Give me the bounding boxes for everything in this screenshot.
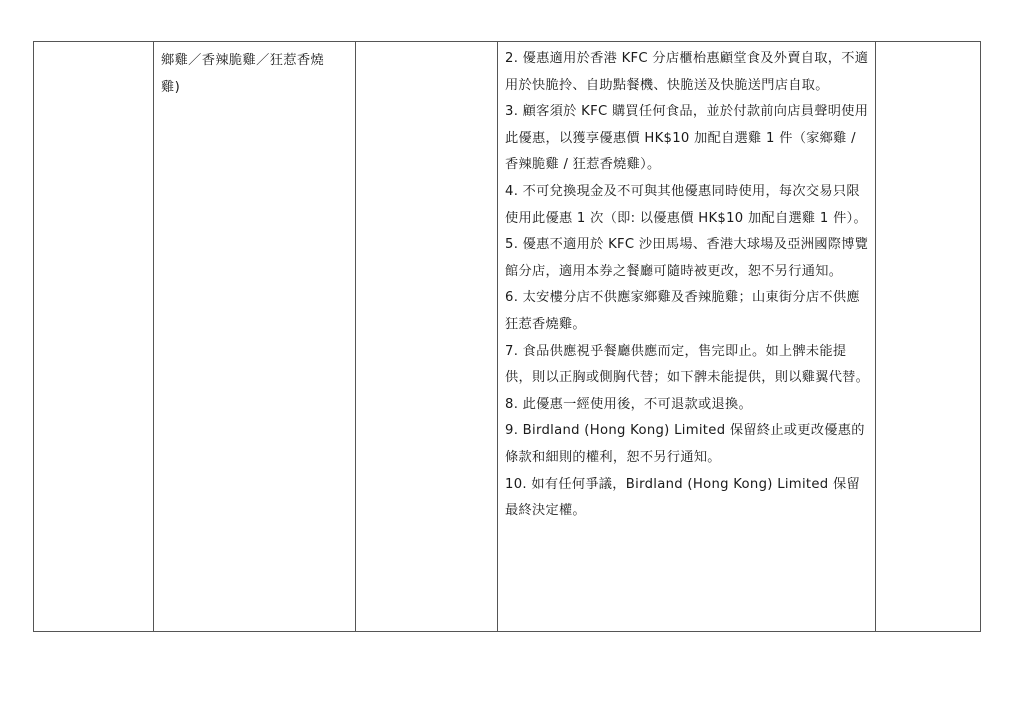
term-item: 2. 優惠適用於香港 KFC 分店櫃枱惠顧堂食及外賣自取，不適用於快脆拎、自助點餐機、快脆送及快脆送門店自取。: [505, 51, 869, 93]
column-divider: [355, 42, 356, 631]
term-item: 4. 不可兌換現金及不可與其他優惠同時使用，每次交易只限使用此優惠 1 次（即: 以優惠價 HK$10 加配自選雞 1 件）。: [505, 183, 867, 226]
terms-cell: [505, 42, 873, 525]
column-divider: [497, 42, 498, 631]
column-divider: [875, 42, 876, 631]
term-item: 5. 優惠不適用於 KFC 沙田馬場、香港大球場及亞洲國際博覽館分店，適用本券之餐廳可隨時被更改，恕不另行通知。: [505, 237, 869, 279]
chicken-options-text: 鄉雞／香辣脆雞／狂惹香燒雞): [161, 53, 325, 95]
term-item: 9. Birdland (Hong Kong) Limited 保留終止或更改優惠的條款和細則的權利，恕不另行通知。: [505, 423, 865, 465]
column-divider: [153, 42, 154, 631]
term-item: 8. 此優惠一經使用後，不可退款或退換。: [505, 396, 752, 412]
term-item: 7. 食品供應視乎餐廳供應而定，售完即止。如上髀未能提供，則以正胸或側胸代替；如下髀未能提供，則以雞翼代替。: [505, 343, 870, 386]
term-item: 3. 顧客須於 KFC 購買任何食品，並於付款前向店員聲明使用此優惠，以獲享優惠價 HK$10 加配自選雞 1 件（家鄉雞 / 香辣脆雞 / 狂惹香燒雞）。: [505, 104, 869, 173]
term-item: 6. 太安樓分店不供應家鄉雞及香辣脆雞；山東街分店不供應狂惹香燒雞。: [505, 290, 860, 332]
chicken-options-cell: [161, 42, 351, 101]
terms-table: [33, 41, 981, 632]
term-item: 10. 如有任何爭議，Birdland (Hong Kong) Limited 保留最終決定權。: [505, 476, 860, 519]
